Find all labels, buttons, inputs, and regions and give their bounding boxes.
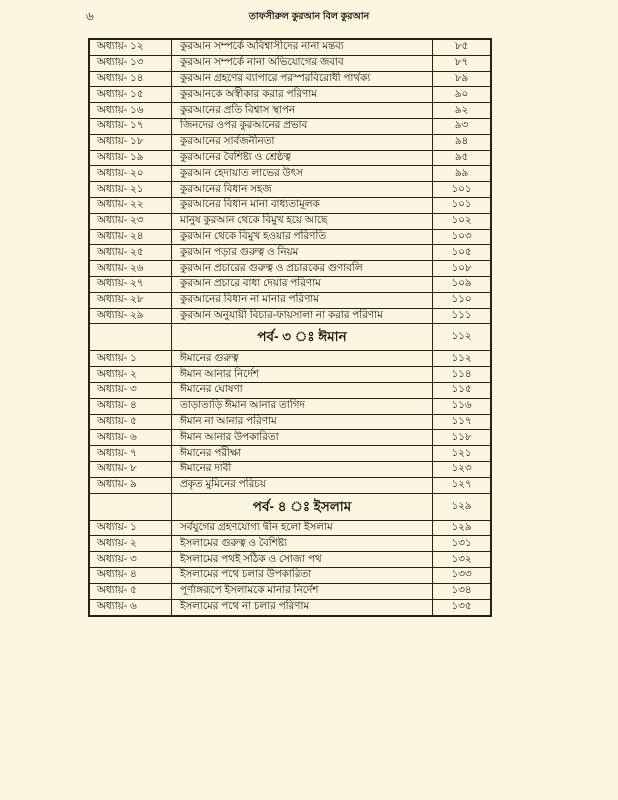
page-number-cell: ১১২ [451, 352, 472, 364]
chapter-label-cell: অধ্যায়- ২৭ [90, 277, 172, 292]
chapter-label-cell: অধ্যায়- ২৩ [90, 214, 172, 229]
chapter-title-cell: কুরআনের বিধান মানা বাধ্যতামূলক [172, 198, 433, 213]
chapter-title-cell: মানুষ কুরআন থেকে বিমুখ হয়ে আছে [172, 214, 433, 229]
chapter-title-cell: ইসলামের পথে না চলার পরিণাম [172, 600, 433, 616]
page-number-cell: ৮৯ [454, 72, 469, 84]
page-number-cell: ১০৫ [451, 246, 472, 258]
page-number-cell: ৯০ [454, 88, 469, 100]
chapter-title-cell: কুরআন থেকে বিমুখ হওয়ার পরিণতি [172, 230, 433, 245]
chapter-label-cell: অধ্যায়- ১৯ [90, 151, 172, 166]
page-number-cell: ১১০ [451, 294, 472, 306]
table-row [90, 552, 490, 568]
chapter-label-cell: অধ্যায়- ৮ [90, 462, 172, 477]
chapter-title-cell: ইসলামের পথই সঠিক ও সোজা পথ [172, 552, 433, 567]
page-number-cell: ১০৩ [451, 230, 472, 242]
page-number-cell: ১১২ [451, 331, 472, 343]
chapter-label-cell: অধ্যায়- ১২ [90, 40, 172, 55]
section-header-row [90, 324, 490, 351]
table-row [90, 430, 490, 446]
table-row [90, 230, 490, 246]
chapter-label-cell: অধ্যায়- ৭ [90, 446, 172, 461]
page-number-cell: ১৩৪ [451, 585, 472, 597]
page-number-cell: ৯৫ [454, 151, 469, 163]
page-number-cell: ১২৭ [451, 479, 472, 491]
chapter-label-cell: অধ্যায়- ২২ [90, 198, 172, 213]
table-row [90, 293, 490, 309]
table-row [90, 478, 490, 494]
table-row [90, 214, 490, 230]
chapter-label-cell: অধ্যায়- ২৫ [90, 245, 172, 260]
table-row [90, 367, 490, 383]
chapter-title-cell: কুরআনের বৈশিষ্ট্য ও শ্রেষ্ঠত্ব [172, 151, 433, 166]
chapter-label-cell: অধ্যায়- ৬ [90, 600, 172, 616]
chapter-title-cell: কুরআনের বিধান না মানার পরিণাম [172, 293, 433, 308]
section-title-cell: পর্ব- ৪ ঃ ইসলাম [172, 494, 433, 520]
chapter-title-cell: পূর্ণাঙ্গরূপে ইসলামকে মানার নির্দেশ [172, 584, 433, 599]
table-row [90, 568, 490, 584]
page-number-cell: ১২৩ [451, 463, 472, 475]
table-row [90, 277, 490, 293]
page-number-cell: ১১৪ [451, 368, 472, 380]
table-row [90, 119, 490, 135]
chapter-title-cell: ইসলামের গুরুত্ব ও বৈশিষ্ট্য [172, 536, 433, 551]
page-number-cell: ১১৮ [451, 431, 472, 443]
chapter-label-cell: অধ্যায়- ৪ [90, 568, 172, 583]
page-number-cell: ৯৯ [454, 167, 469, 179]
page-number-cell: ১৩৫ [451, 601, 472, 613]
chapter-title-cell: কুরআন সম্পর্কে অবিশ্বাসীদের নানা মন্তব্য [172, 40, 433, 55]
chapter-label-cell: অধ্যায়- ৫ [90, 584, 172, 599]
chapter-label-cell: অধ্যায়- ১৪ [90, 72, 172, 87]
table-row [90, 584, 490, 600]
table-row [90, 151, 490, 167]
chapter-title-cell: ঈমানের দাবী [172, 462, 433, 477]
page-number-cell: ১১৭ [451, 415, 472, 427]
chapter-title-cell: ঈমানের ঘোষণা [172, 383, 433, 398]
page-number-cell: ১০৮ [451, 262, 472, 274]
chapter-title-cell: ঈমান আনার নির্দেশ [172, 367, 433, 382]
page-number-cell: ৯৩ [454, 120, 469, 132]
chapter-title-cell: ইসলামের পথে চলার উপকারিতা [172, 568, 433, 583]
chapter-label-cell: অধ্যায়- ৩ [90, 383, 172, 398]
page-number: ৬ [86, 9, 94, 23]
page-number-cell: ১১১ [451, 309, 472, 321]
chapter-title-cell: ঈমান আনার উপকারিতা [172, 430, 433, 445]
chapter-title-cell: কুরআন প্রচারের গুরুত্ব ও প্রচারকের গুণাবলি [172, 261, 433, 276]
table-row [90, 182, 490, 198]
running-title: তাফসীরুল কুরআন বিল কুরআন [248, 11, 370, 22]
chapter-label-cell: অধ্যায়- ১৮ [90, 135, 172, 150]
toc-table [88, 38, 492, 617]
chapter-label-cell: অধ্যায়- ৩ [90, 552, 172, 567]
chapter-label-cell: অধ্যায়- ২০ [90, 166, 172, 181]
chapter-title-cell: তাড়াতাড়ি ঈমান আনার তাগিদ [172, 399, 433, 414]
chapter-label-cell: অধ্যায়- ১৬ [90, 103, 172, 118]
page-number-cell: ১০৯ [451, 278, 472, 290]
chapter-title-cell: সর্বযুগের গ্রহণযোগ্য দ্বীন হলো ইসলাম [172, 521, 433, 536]
chapter-label-cell: অধ্যায়- ২ [90, 367, 172, 382]
chapter-label-cell: অধ্যায়- ৯ [90, 478, 172, 493]
page-number-cell: ৯৪ [454, 136, 469, 148]
chapter-title-cell: কুরআনের সার্বজনীনতা [172, 135, 433, 150]
chapter-title-cell: কুরআন অনুযায়ী বিচার-ফায়সালা না করার পরিণাম [172, 309, 433, 324]
chapter-title-cell: কুরআনকে অস্বীকার করার পরিণাম [172, 87, 433, 102]
page-number-cell: ১৩২ [451, 553, 472, 565]
table-row [90, 87, 490, 103]
page-number-cell: ১১৫ [451, 384, 472, 396]
page-number-cell: ১২১ [451, 447, 472, 459]
page-number-cell: ১০১ [451, 199, 472, 211]
table-row [90, 600, 490, 616]
chapter-label-cell: অধ্যায়- ৫ [90, 415, 172, 430]
chapter-label-cell: অধ্যায়- ১ [90, 351, 172, 366]
chapter-title-cell: কুরআন পড়ার গুরুত্ব ও নিয়ম [172, 245, 433, 260]
section-title-cell: পর্ব- ৩ ঃ ঈমান [172, 324, 433, 350]
table-row [90, 309, 490, 325]
chapter-title-cell: কুরআনের বিধান সহজ [172, 182, 433, 197]
chapter-title-cell: কুরআনের প্রতি বিশ্বাস স্থাপন [172, 103, 433, 118]
page-number-cell: ৮৭ [454, 57, 469, 69]
chapter-label-cell: অধ্যায়- ১৩ [90, 56, 172, 71]
chapter-label-cell [90, 324, 172, 350]
chapter-label-cell: অধ্যায়- ৪ [90, 399, 172, 414]
page-number-cell: ১২৯ [451, 500, 472, 512]
table-row [90, 72, 490, 88]
section-header-row [90, 494, 490, 521]
chapter-label-cell: অধ্যায়- ১ [90, 521, 172, 536]
chapter-title-cell: কুরআন গ্রহণের ব্যাপারে পরস্পরবিরোধী পার্থক্য [172, 72, 433, 87]
table-row [90, 198, 490, 214]
chapter-title-cell: ঈমানের পরীক্ষা [172, 446, 433, 461]
chapter-label-cell: অধ্যায়- ১৭ [90, 119, 172, 134]
page-number-cell: ৯২ [454, 104, 469, 116]
chapter-label-cell [90, 494, 172, 520]
table-row [90, 383, 490, 399]
table-row [90, 56, 490, 72]
chapter-title-cell: কুরআন প্রচারে বাধা দেয়ার পরিণাম [172, 277, 433, 292]
table-row [90, 166, 490, 182]
page-number-cell: ১০১ [451, 183, 472, 195]
table-row [90, 40, 490, 56]
page-number-cell: ১৩৩ [451, 569, 472, 581]
page-number-cell: ৮৫ [454, 41, 469, 53]
page-number-cell: ১২৯ [451, 521, 472, 533]
table-row [90, 521, 490, 537]
table-row [90, 446, 490, 462]
chapter-label-cell: অধ্যায়- ২ [90, 536, 172, 551]
chapter-label-cell: অধ্যায়- ১৫ [90, 87, 172, 102]
table-row [90, 245, 490, 261]
table-row [90, 462, 490, 478]
table-row [90, 415, 490, 431]
chapter-title-cell: ঈমানের গুরুত্ব [172, 351, 433, 366]
table-row [90, 399, 490, 415]
page-number-cell: ১১৬ [451, 400, 472, 412]
chapter-title-cell: ঈমান না আনার পরিণাম [172, 415, 433, 430]
chapter-label-cell: অধ্যায়- ২১ [90, 182, 172, 197]
chapter-label-cell: অধ্যায়- ২৪ [90, 230, 172, 245]
chapter-title-cell: প্রকৃত মুমিনের পরিচয় [172, 478, 433, 493]
table-row [90, 103, 490, 119]
table-row [90, 135, 490, 151]
table-row [90, 351, 490, 367]
chapter-label-cell: অধ্যায়- ২৯ [90, 309, 172, 324]
chapter-title-cell: কুরআন হেদায়াত লাভের উৎস [172, 166, 433, 181]
page-number-cell: ১৩১ [451, 537, 472, 549]
chapter-label-cell: অধ্যায়- ২৮ [90, 293, 172, 308]
chapter-label-cell: অধ্যায়- ৬ [90, 430, 172, 445]
page-number-cell: ১০২ [451, 215, 472, 227]
chapter-title-cell: জিনদের ওপর কুরআনের প্রভাব [172, 119, 433, 134]
table-row [90, 536, 490, 552]
chapter-label-cell: অধ্যায়- ২৬ [90, 261, 172, 276]
table-row [90, 261, 490, 277]
chapter-title-cell: কুরআন সম্পর্কে নানা অভিযোগের জবাব [172, 56, 433, 71]
